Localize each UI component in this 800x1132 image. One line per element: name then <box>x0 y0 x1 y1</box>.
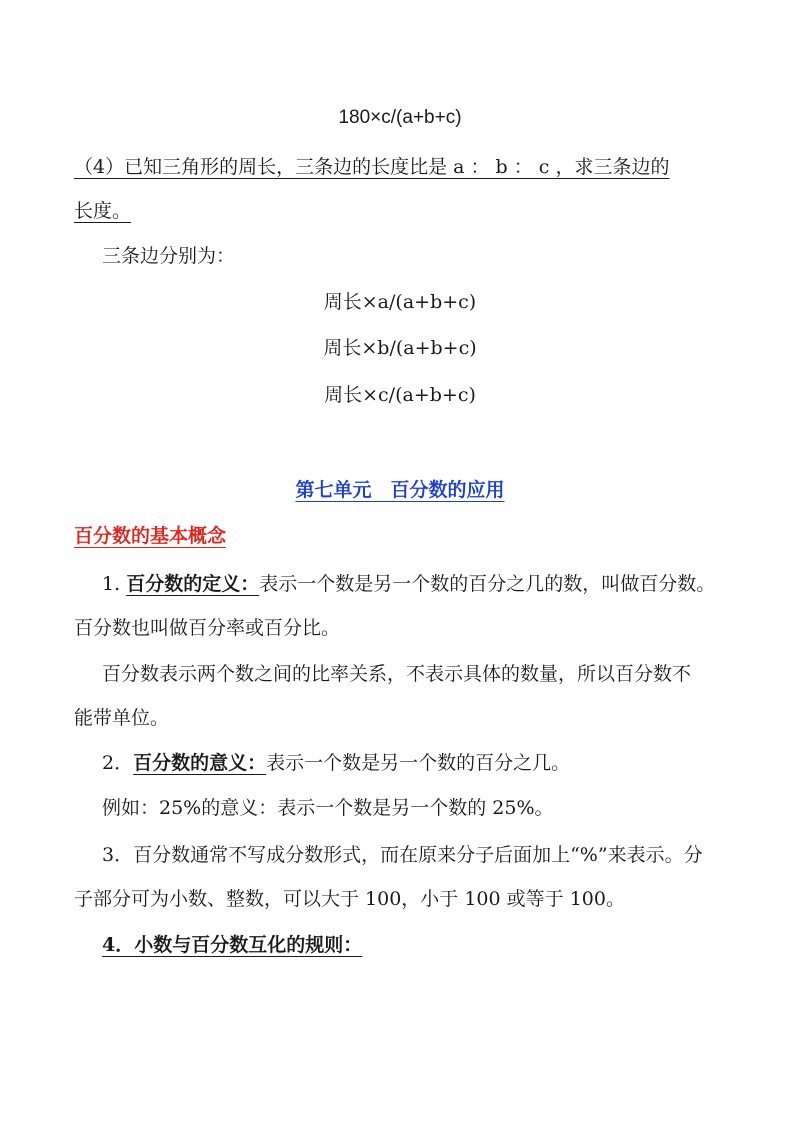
formula-perimeter-b: 周长×b/(a+b+c) <box>323 337 477 359</box>
formula-perimeter-c: 周长×c/(a+b+c) <box>324 384 476 406</box>
question-4-line-2: 长度。 <box>74 200 132 222</box>
section-heading: 百分数的基本概念 <box>74 525 227 547</box>
item-2-number: 2． <box>102 752 134 774</box>
item-1-text: 表示一个数是另一个数的百分之几的数，叫做百分数。 <box>259 573 716 595</box>
item-4-heading: 4．小数与百分数互化的规则： <box>102 934 363 956</box>
formula-angle-c: 180×c/(a+b+c) <box>338 107 462 128</box>
answer-intro: 三条边分别为： <box>102 245 236 267</box>
example-line: 例如：25%的意义：表示一个数是另一个数的 25%。 <box>102 797 554 819</box>
note-line-2: 能带单位。 <box>74 707 170 729</box>
item-1-number: 1. <box>102 573 121 595</box>
question-4-line-1 <box>74 155 726 179</box>
unit-title: 第七单元 百分数的应用 <box>295 479 505 501</box>
formula-perimeter-a: 周长×a/(a+b+c) <box>323 291 477 313</box>
item-1-line-1 <box>102 572 715 596</box>
item-1-term: 百分数的定义： <box>126 573 260 595</box>
note-line-1: 百分数表示两个数之间的比率关系，不表示具体的数量，所以百分数不 <box>102 663 692 685</box>
item-3-line-2: 子部分可为小数、整数，可以大于 100，小于 100 或等于 100。 <box>74 888 625 910</box>
item-2-text: 表示一个数是另一个数的百分之几。 <box>266 752 571 774</box>
item-3-line-1: 3．百分数通常不写成分数形式，而在原来分子后面加上“%”来表示。分 <box>102 844 703 866</box>
item-2-term: 百分数的意义： <box>133 752 267 774</box>
item-1-line-2: 百分数也叫做百分率或百分比。 <box>74 617 341 639</box>
question-4-text: （4）已知三角形的周长，三条边的长度比是 a ： b ： c ，求三条边的 <box>74 156 670 178</box>
item-2-line <box>102 751 570 775</box>
